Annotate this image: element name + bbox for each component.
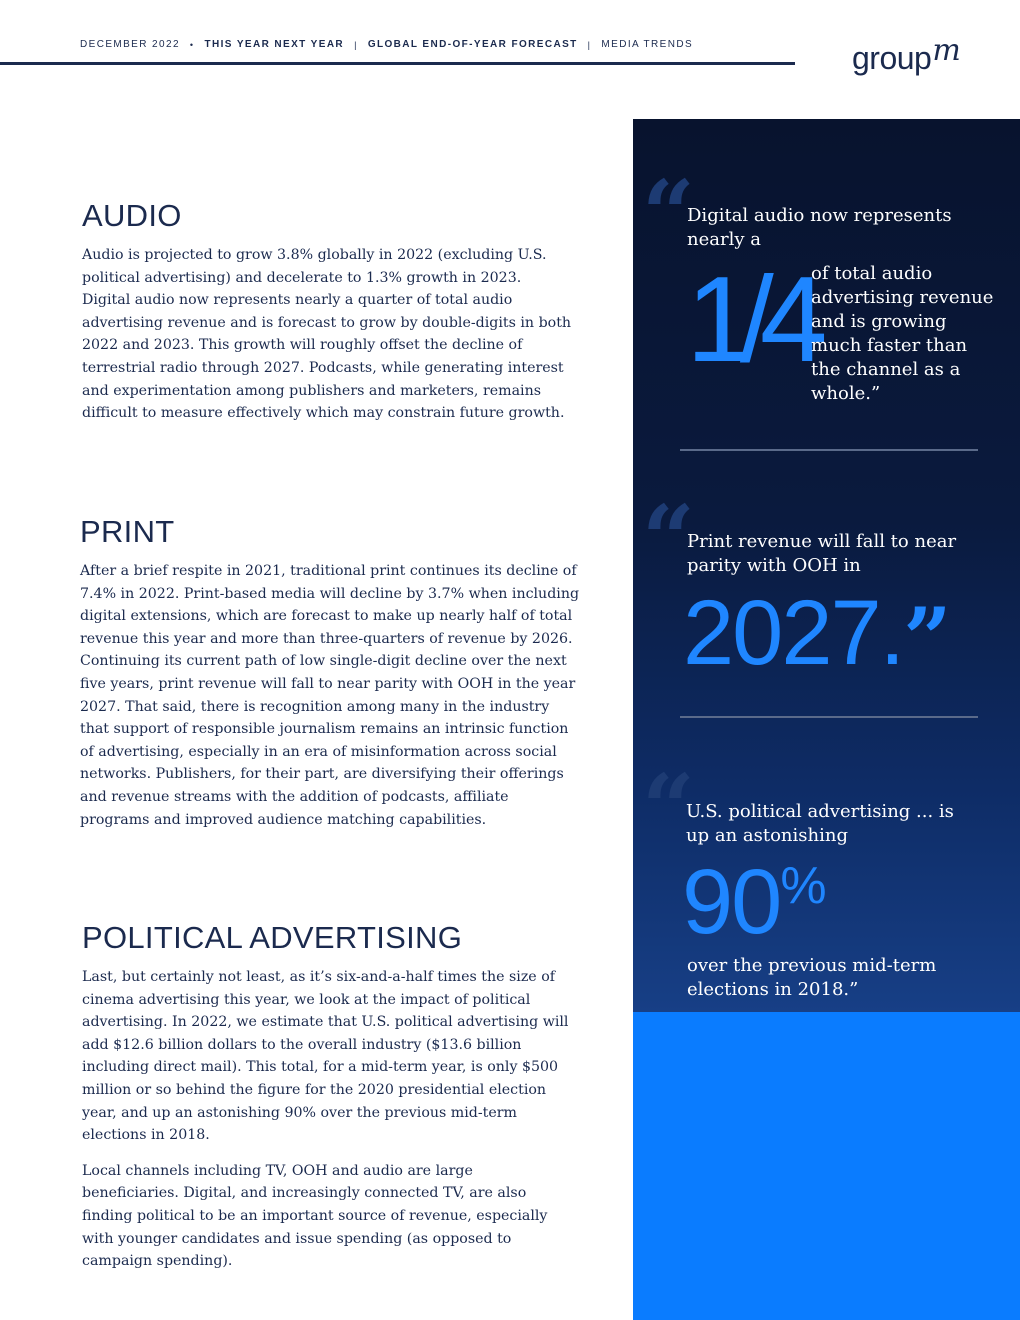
- quote-mark-icon: “: [642, 754, 695, 862]
- logo-mark: m: [932, 33, 961, 68]
- quote3-number: 90: [682, 851, 781, 953]
- print-section: [80, 514, 580, 831]
- header-pipe-separator: |: [354, 39, 358, 50]
- header-date: DECEMBER 2022: [80, 39, 180, 50]
- quote-mark-icon: “: [642, 485, 695, 593]
- quote-mark-icon: “: [642, 160, 695, 268]
- audio-body: Audio is projected to grow 3.8% globally in 2022 (excluding U.S. political advertising) and decelerate to 1.3% growth in 2023. Digital audio now represents nearly a quarter of total audio advertising revenue and is forecast to grow by double-digits in both 2022 and 2023. This growth will roughly offset the decline of terrestrial radio through 2027. Podcasts, while generating interest and experimentation among publishers and marketers, remains difficult to measure effectively which may constrain future growth.: [82, 247, 572, 422]
- quote3-stat: [682, 851, 825, 953]
- quote1-rest: of total audio advertising revenue and is growing much faster than the channel as a whole.”: [811, 263, 994, 404]
- political-body-paragraph-2: Local channels including TV, OOH and audio are large beneficiaries. Digital, and increasingly connected TV, are also finding political to be an important source of revenue, especially with younger candidates and issue spending (as opposed to campaign spending).: [82, 1162, 548, 1270]
- header-pipe-separator: |: [587, 39, 592, 50]
- political-heading: POLITICAL ADVERTISING: [82, 920, 463, 955]
- sidebar-divider: [680, 449, 978, 451]
- quote1-intro: Digital audio now represents nearly a: [687, 205, 952, 250]
- print-body: After a brief respite in 2021, traditional print continues its decline of 7.4% in 2022. Print-based media will decline by 3.7% when including digital extensions, which are forecast to make up nearly half of total revenue this year and more than three-quarters of revenue by 2026. Continuing its current path of low single-digit decline over the next five years, print revenue will fall to near parity with OOH in the year 2027. That said, there is recognition among many in the industry that support of responsible journalism remains an intrinsic function of advertising, especially in an era of misinformation across social networks. Publishers, for their part, are diversifying their offerings and revenue streams with the addition of podcasts, affiliate programs and improved audience matching capabilities.: [80, 563, 580, 828]
- quote2-year: 2027.: [683, 582, 904, 684]
- header-report-title: GLOBAL END-OF-YEAR FORECAST: [367, 39, 578, 50]
- quote1-stat: 1/4: [686, 251, 814, 387]
- header-dot-separator: •: [189, 39, 195, 50]
- quote2-intro: Print revenue will fall to near parity with OOH in: [687, 531, 957, 576]
- print-heading: PRINT: [80, 514, 175, 549]
- political-section: [82, 920, 572, 1273]
- header-breadcrumb: [80, 39, 693, 50]
- quote2-stat: [683, 582, 950, 688]
- page-header: [0, 0, 1020, 120]
- political-body-paragraph-1: Last, but certainly not least, as it’s six-and-a-half times the size of cinema advertising this year, we look at the impact of political advertising. In 2022, we estimate that U.S. political advertising will add $12.6 billion dollars to the overall industry ($13.6 billion including direct mail). This total, for a mid-term year, is only $500 million or so behind the figure for the 2020 presidential election year, and up an astonishing 90% over the previous mid-term elections in 2018.: [82, 969, 569, 1144]
- groupm-logo: [852, 33, 961, 77]
- header-rule: [0, 62, 795, 65]
- quote3-rest: over the previous mid-term elections in 2018.”: [687, 955, 937, 1000]
- sidebar-divider: [680, 716, 978, 718]
- audio-heading: AUDIO: [82, 198, 182, 233]
- sidebar-blue-panel: [633, 1012, 1020, 1320]
- audio-section: [82, 198, 572, 425]
- quote3-percent: %: [780, 857, 825, 915]
- header-category: MEDIA TRENDS: [601, 39, 694, 50]
- quote2-close-mark: ”: [903, 589, 950, 688]
- logo-text: group: [852, 40, 932, 76]
- header-publication: THIS YEAR NEXT YEAR: [204, 39, 345, 50]
- quote3-intro: U.S. political advertising ... is up an astonishing: [686, 801, 954, 846]
